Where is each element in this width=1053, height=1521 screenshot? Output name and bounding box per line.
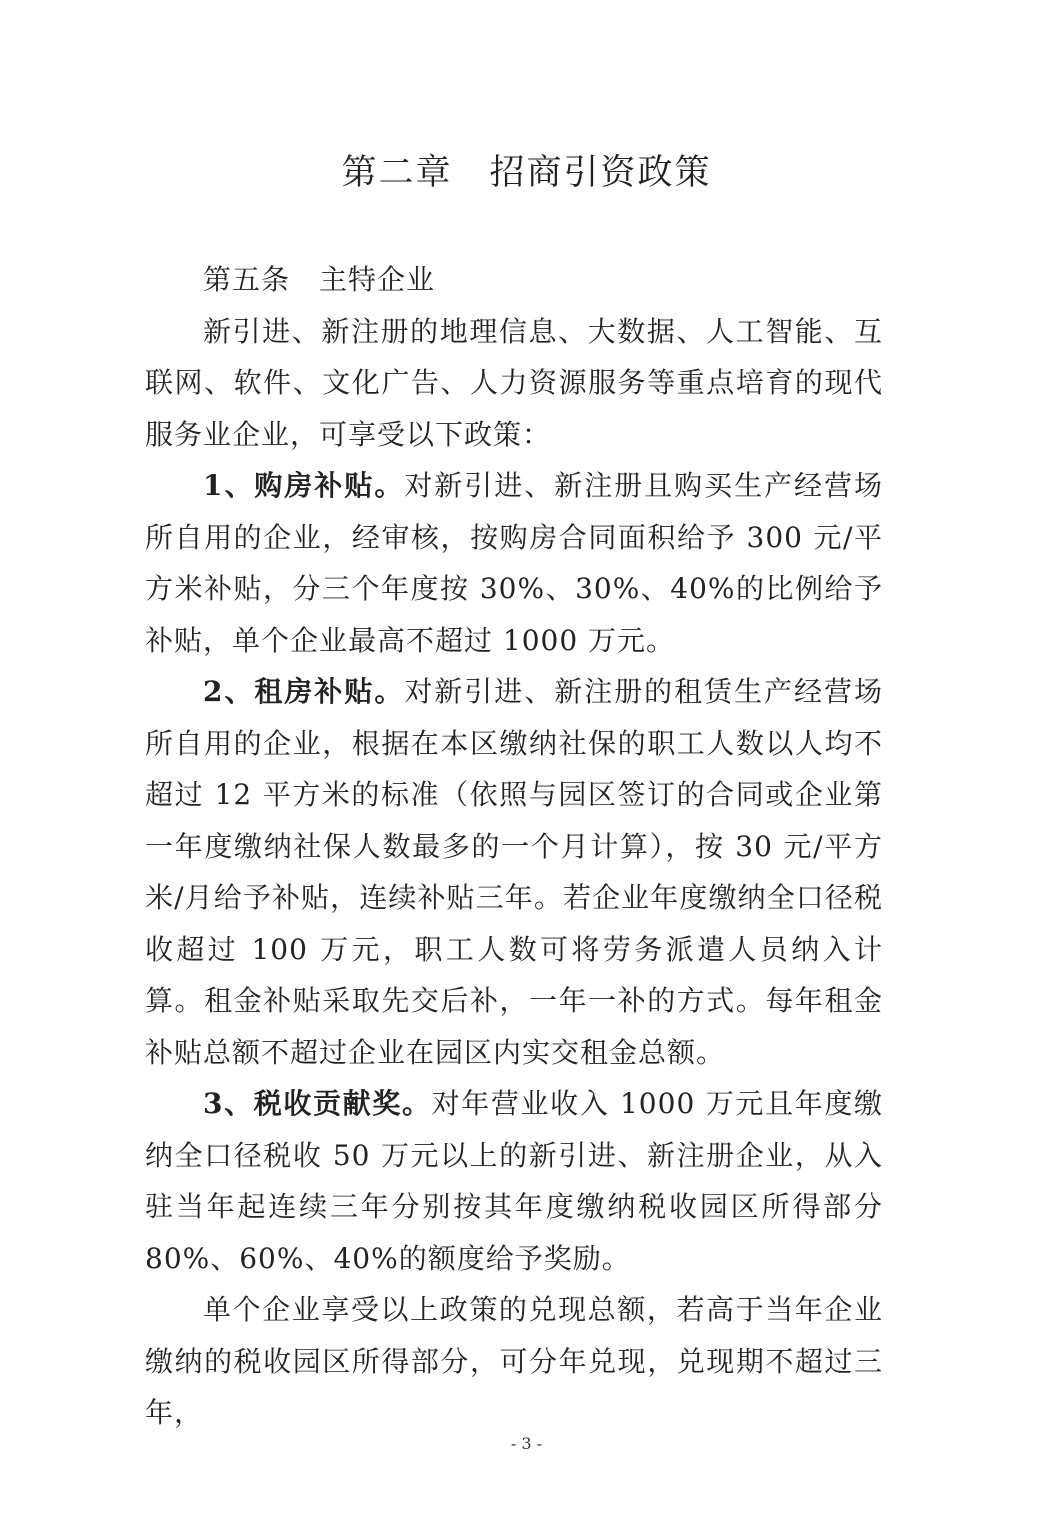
policy-item-rent-subsidy [145,666,883,1078]
policy-item-purchase-subsidy [145,460,883,666]
body-text [145,254,883,1439]
policy-item-text: 对新引进、新注册的租赁生产经营场所自用的企业，根据在本区缴纳社保的职工人数以人均不超过 12 平方米的标准（依照与园区签订的合同或企业第一年度缴纳社保人数最多的一个月计算），按 30 元/平方米/月给予补贴，连续补贴三年。若企业年度缴纳全口径税收超过 100 万元，职工人数可将劳务派遣人员纳入计算。租金补贴采取先交后补，一年一补的方式。每年租金补贴总额不超过企业在园区内实交租金总额。 [145,675,883,1069]
policy-item-lead: 3、税收贡献奖。 [203,1087,432,1120]
policy-item-tax-award [145,1078,883,1284]
policy-item-text: 对新引进、新注册且购买生产经营场所自用的企业，经审核，按购房合同面积给予 300 元/平方米补贴，分三个年度按 30%、30%、40%的比例给予补贴，单个企业最高不超过 1000 万元。 [145,469,883,657]
page-number: - 3 - [510,1434,543,1453]
intro-paragraph: 新引进、新注册的地理信息、大数据、人工智能、互联网、软件、文化广告、人力资源服务等重点培育的现代服务业企业，可享受以下政策： [145,314,883,451]
policy-item-lead: 2、租房补贴。 [203,675,405,708]
policy-item-text: 对年营业收入 1000 万元且年度缴纳全口径税收 50 万元以上的新引进、新注册企业，从入驻当年起连续三年分别按其年度缴纳税收园区所得部分 80%、60%、40%的额度给予奖励。 [145,1087,883,1275]
chapter-title: 第二章 招商引资政策 [341,153,712,193]
article-title: 第五条 主特企业 [203,263,436,296]
closing-paragraph: 单个企业享受以上政策的兑现总额，若高于当年企业缴纳的税收园区所得部分，可分年兑现，兑现期不超过三年， [145,1293,883,1429]
policy-item-lead: 1、购房补贴。 [203,469,405,502]
